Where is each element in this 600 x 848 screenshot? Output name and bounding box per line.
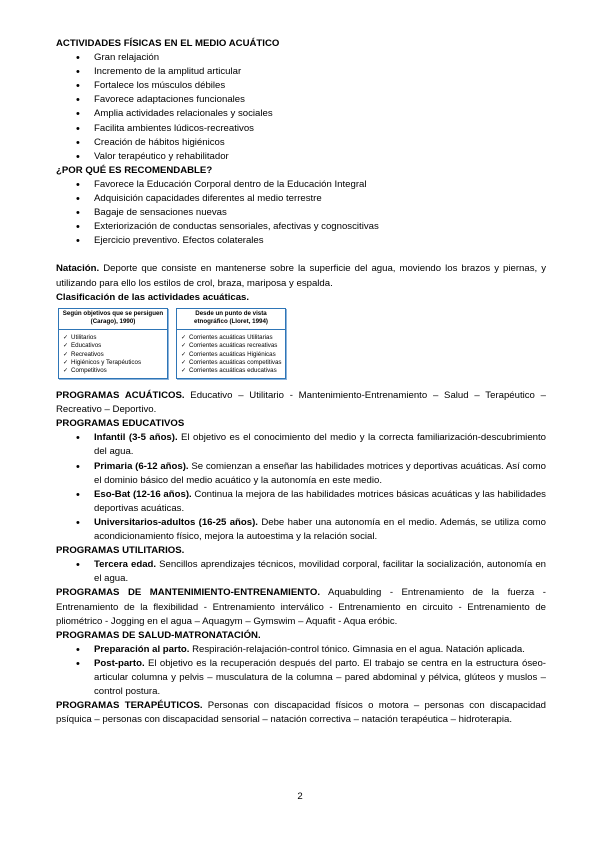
item-text: Se comienzan a enseñar las habilidades motrices y deportivas acuáticas. Así como el dominio básico del medio acuático y la autonomía en este medio.	[94, 460, 546, 486]
list-item: • Incremento de la amplitud articular	[94, 65, 546, 79]
list-item: • Bagaje de sensaciones nuevas	[94, 206, 546, 220]
item-text: Debe haber una autonomía en el medio. Además, se utiliza como acondicionamiento físico, mejora la autoestima y la relación social.	[94, 516, 546, 543]
term-terapeuticos: PROGRAMAS TERAPÉUTICOS.	[56, 700, 203, 712]
term-natacion: Natación.	[56, 263, 100, 275]
list-item	[94, 460, 546, 488]
paragraph-natacion	[56, 262, 546, 290]
list-item: • Creación de hábitos higiénicos	[94, 136, 546, 150]
section-title-medio-acuatico: ACTIVIDADES FÍSICAS EN EL MEDIO ACUÁTICO	[56, 38, 280, 49]
table-lloret	[176, 308, 286, 379]
table-item: ✓ Educativos	[63, 342, 164, 350]
item-text: El objetivo es el conocimiento del medio y la correcta familiarización-descubrimiento del agua.	[94, 432, 546, 458]
table-body	[59, 330, 167, 378]
item-text: Respiración-relajación-control tónico. Gimnasia en el agua. Natación aplicada.	[189, 643, 525, 655]
item-text: Continua la mejora de las habilidades motrices básicas acuáticas y las habilidades deportivas acuáticas.	[94, 488, 546, 514]
list-item	[94, 431, 546, 459]
section-title-educativos: PROGRAMAS EDUCATIVOS	[56, 418, 185, 430]
list-item	[94, 488, 546, 516]
table-carago	[58, 308, 168, 379]
list-item: • Gran relajación	[94, 51, 546, 65]
list-item	[94, 657, 546, 699]
table-header: Desde un punto de vista etnográfico (Lloret, 1994)	[177, 309, 285, 330]
list-item: • Favorece la Educación Corporal dentro de la Educación Integral	[94, 178, 546, 192]
table-item: ✓ Competitivos	[63, 367, 164, 375]
list-item: • Facilita ambientes lúdicos-recreativos	[94, 122, 546, 136]
table-item: ✓ Corrientes acuáticas educativas	[181, 367, 282, 375]
text-terapeuticos: Personas con discapacidad físicos o motora – personas con discapacidad psíquica – personas con discapacidad sensorial – natación correctiva – natación terapéutica – hidroterapia.	[56, 700, 546, 726]
list-utilitarios	[56, 558, 546, 586]
item-term: Eso-Bat (12-16 años).	[94, 488, 192, 500]
term-mantenimiento: PROGRAMAS DE MANTENIMIENTO-ENTRENAMIENTO.	[56, 587, 320, 599]
item-text: El objetivo es la recuperación después del parto. El trabajo se centra en la estructura óseo-articular columna y pelvis – musculatura de la columna – pared abdominal y pélvica, glúteos y muslos – control postura.	[94, 657, 546, 698]
clasificacion-tables	[58, 308, 546, 379]
table-item: ✓ Corrientes acuáticas Utilitarias	[181, 334, 282, 342]
paragraph-programas-acuaticos	[56, 389, 546, 417]
table-item: ✓ Corrientes acuáticas Higiénicas	[181, 351, 282, 359]
item-term: Primaria (6-12 años).	[94, 460, 189, 472]
table-item: ✓ Higiénicos y Terapéuticos	[63, 359, 164, 367]
item-term: Post-parto.	[94, 657, 145, 669]
list-item: • Ejercicio preventivo. Efectos colaterales	[94, 234, 546, 248]
list-educativos	[56, 431, 546, 544]
table-body	[177, 330, 285, 378]
text-natacion: Deporte que consiste en mantenerse sobre la superficie del agua, moviendo los brazos y piernas, y utilizando para ello los estilos de crol, braza, mariposa y espalda.	[56, 263, 546, 289]
table-item: ✓ Recreativos	[63, 351, 164, 359]
list-item	[94, 516, 546, 544]
section-title-salud: PROGRAMAS DE SALUD-MATRONATACIÓN.	[56, 629, 261, 641]
table-item: ✓ Corrientes acuáticas recreativas	[181, 342, 282, 350]
list-item: • Favorece adaptaciones funcionales	[94, 93, 546, 107]
list-salud	[56, 643, 546, 699]
list-item: • Valor terapéutico y rehabilitador	[94, 150, 546, 164]
section-title-recomendable: ¿POR QUÉ ES RECOMENDABLE?	[56, 164, 213, 176]
paragraph-mantenimiento	[56, 586, 546, 628]
item-term: Tercera edad.	[94, 559, 157, 571]
list-item: • Exteriorización de conductas sensoriales, afectivas y cognoscitivas	[94, 220, 546, 234]
document-page	[56, 37, 546, 727]
clasificacion-title: Clasificación de las actividades acuáticas.	[56, 291, 250, 303]
table-item: ✓ Utilitarios	[63, 334, 164, 342]
list-medio-acuatico	[56, 51, 546, 164]
table-header: Según objetivos que se persiguen (Carago), 1990)	[59, 309, 167, 330]
list-item	[94, 558, 546, 586]
list-item: • Fortalece los músculos débiles	[94, 79, 546, 93]
item-text: Sencillos aprendizajes técnicos, movilidad corporal, facilitar la socialización, autonomía en el agua.	[94, 559, 546, 585]
table-item: ✓ Corrientes acuáticas competitivas	[181, 359, 282, 367]
item-term: Infantil (3-5 años).	[94, 432, 178, 444]
item-term: Universitarios-adultos (16-25 años).	[94, 516, 258, 528]
text-mantenimiento: Aquabulding - Entrenamiento de la fuerza - Entrenamiento de la flexibilidad - Entrenamiento interválico - Entrenamiento en circuito - Entrenamiento de pliométrico - Jogging en el agua – Aquagym – Gymswim – Aquafit - Aqua eróbic.	[56, 587, 546, 627]
list-recomendable	[56, 178, 546, 248]
term-programas-acuaticos: PROGRAMAS ACUÁTICOS.	[56, 390, 185, 402]
section-title-utilitarios: PROGRAMAS UTILITARIOS.	[56, 545, 185, 557]
list-item	[94, 643, 546, 657]
item-term: Preparación al parto.	[94, 643, 190, 655]
list-item: • Adquisición capacidades diferentes al medio terrestre	[94, 192, 546, 206]
text-programas-acuaticos: Educativo – Utilitario - Mantenimiento-Entrenamiento – Salud – Terapéutico – Recreativo – Deportivo.	[56, 390, 546, 416]
list-item: • Amplia actividades relacionales y sociales	[94, 107, 546, 121]
page-number: 2	[297, 791, 303, 802]
paragraph-terapeuticos	[56, 699, 546, 727]
